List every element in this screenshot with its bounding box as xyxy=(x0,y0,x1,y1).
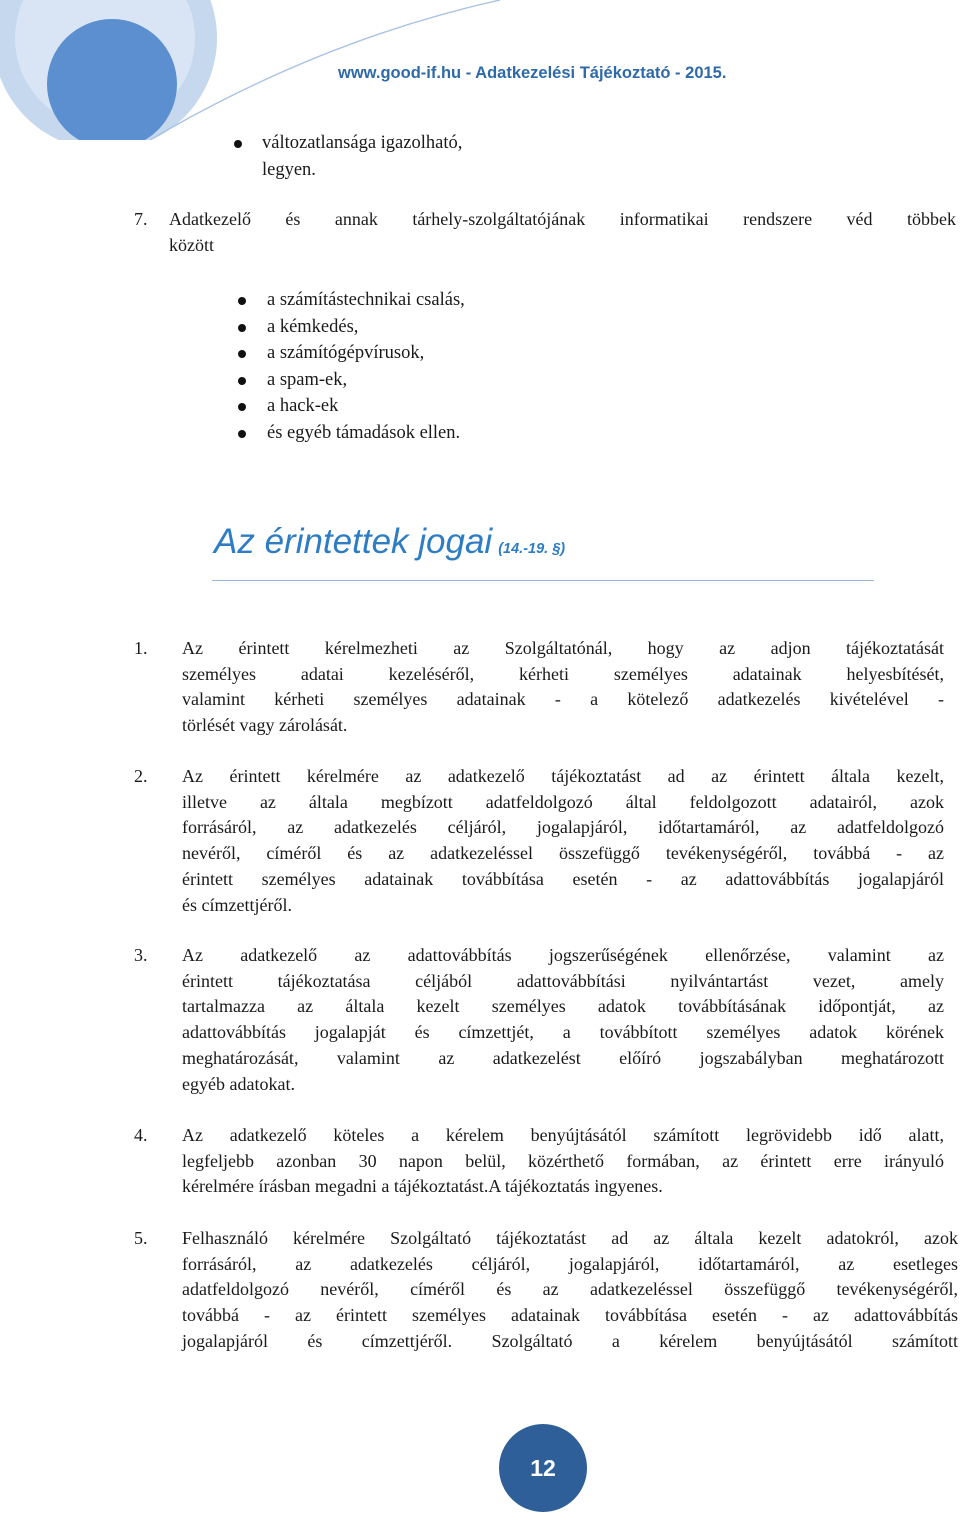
heading-underline xyxy=(212,580,874,581)
bullet-text: a kémkedés, xyxy=(267,316,359,337)
text-line: között xyxy=(169,234,214,255)
text-line: Felhasználó kérelmére Szolgáltató tájékoztatást ad az általa kezelt adatokról, azok xyxy=(182,1228,958,1248)
bullet-text: a hack-ek xyxy=(267,396,339,417)
bullet-dot-icon xyxy=(238,297,246,305)
section-heading xyxy=(214,522,565,562)
text-line: törlését vagy zárolását. xyxy=(182,715,348,736)
bullet-dot-icon xyxy=(238,324,246,332)
text-line: továbbá - az érintett személyes adatainak továbbítása esetén - az adattovábbítás xyxy=(182,1305,958,1326)
bullet-text: változatlansága igazolható, xyxy=(262,133,463,153)
right-number: 5. xyxy=(134,1228,148,1248)
section-title: Az érintettek jogai xyxy=(214,522,493,561)
bullet-text: a spam-ek, xyxy=(267,369,348,390)
threat-bullet-item xyxy=(267,393,338,420)
right-paragraph xyxy=(182,943,944,1097)
text-line: valamint kérheti személyes adatainak - a kötelező adatkezelés kivételével - xyxy=(182,689,944,710)
text-line: Az adatkezelő az adattovábbítás jogszerűségének ellenőrzése, valamint az xyxy=(182,945,944,965)
threat-bullet-item xyxy=(267,287,465,314)
item-7-text xyxy=(169,207,956,258)
text-line: kérelmére írásban megadni a tájékoztatást.A tájékoztatás ingyenes. xyxy=(182,1176,663,1197)
text-line: érintett személyes adatainak továbbítása esetén - az adattovábbítás jogalapjáról xyxy=(182,868,944,889)
bullet-text: legyen. xyxy=(262,160,316,180)
text-line: Az adatkezelő köteles a kérelem benyújtásától számított legrövidebb idő alatt, xyxy=(182,1125,944,1145)
bullet-text: a számítástechnikai csalás, xyxy=(267,290,465,310)
text-line: érintett tájékoztatása céljából adattovábbítási nyilvántartást vezet, amely xyxy=(182,970,944,991)
threat-bullet-item xyxy=(267,314,358,341)
threat-bullet-item xyxy=(267,420,460,447)
text-line: adattovábbítás jogalapját és címzettjét, a továbbított személyes adatok körének xyxy=(182,1022,944,1043)
right-paragraph xyxy=(182,1123,944,1200)
page-number-badge: 12 xyxy=(499,1424,587,1512)
text-line: személyes adatai kezeléséről, kérheti személyes adatainak helyesbítését, xyxy=(182,663,944,684)
text-line: Az érintett kérelmezheti az Szolgáltatónál, hogy az adjon tájékoztatását xyxy=(182,638,944,658)
text-line: Az érintett kérelmére az adatkezelő tájékoztatást ad az érintett általa kezelt, xyxy=(182,766,944,786)
item-7-number: 7. xyxy=(134,209,148,229)
text-line: nevéről, címéről és az adatkezeléssel összefüggő tevékenységéről, továbbá - az xyxy=(182,843,944,864)
text-line: forrásáról, az adatkezelés céljáról, jogalapjáról, időtartamáról, az adatfeldolgozó xyxy=(182,817,944,838)
threat-bullet-item xyxy=(267,340,424,367)
text-line: legfeljebb azonban 30 napon belül, közérthető formában, az érintett erre irányuló xyxy=(182,1150,944,1171)
right-number: 2. xyxy=(134,766,148,786)
bullet-text: a számítógépvírusok, xyxy=(267,343,425,364)
text-line: adatfeldolgozó nevéről, címéről és az adatkezeléssel összefüggő tevékenységéről, xyxy=(182,1279,958,1300)
right-paragraph xyxy=(182,764,944,918)
right-number: 4. xyxy=(134,1125,148,1145)
threat-bullet-item xyxy=(267,367,347,394)
text-line: egyéb adatokat. xyxy=(182,1073,295,1094)
bullet-dot-icon xyxy=(238,430,246,438)
bullet-item xyxy=(262,130,462,157)
bullet-dot-icon xyxy=(234,140,242,148)
right-paragraph xyxy=(182,636,944,739)
text-line: tartalmazza az általa kezelt személyes adatok továbbításának időpontját, az xyxy=(182,996,944,1017)
text-line: illetve az általa megbízott adatfeldolgozó által feldolgozott adatairól, azok xyxy=(182,791,944,812)
text-line: Adatkezelő és annak tárhely-szolgáltatójának informatikai rendszere véd többek xyxy=(169,209,956,229)
page-header: www.good-if.hu - Adatkezelési Tájékoztató - 2015. xyxy=(338,64,727,82)
bullet-text: és egyéb támadások ellen. xyxy=(267,423,461,443)
bullet-dot-icon xyxy=(238,350,246,358)
text-line: és címzettjéről. xyxy=(182,894,292,915)
right-number: 3. xyxy=(134,945,148,965)
text-line: jogalapjáról és címzettjéről. Szolgáltató a kérelem benyújtásától számított xyxy=(182,1330,958,1351)
text-line: forrásáról, az adatkezelés céljáról, jogalapjáról, időtartamáról, az esetleges xyxy=(182,1253,958,1274)
bullet-dot-icon xyxy=(238,377,246,385)
section-reference: (14.-19. §) xyxy=(498,541,566,557)
text-line: meghatározását, valamint az adatkezelést előíró jogszabályban meghatározott xyxy=(182,1047,944,1068)
bullet-dot-icon xyxy=(238,403,246,411)
right-number: 1. xyxy=(134,638,148,658)
right-paragraph xyxy=(182,1226,958,1355)
bullet-item xyxy=(262,157,316,184)
